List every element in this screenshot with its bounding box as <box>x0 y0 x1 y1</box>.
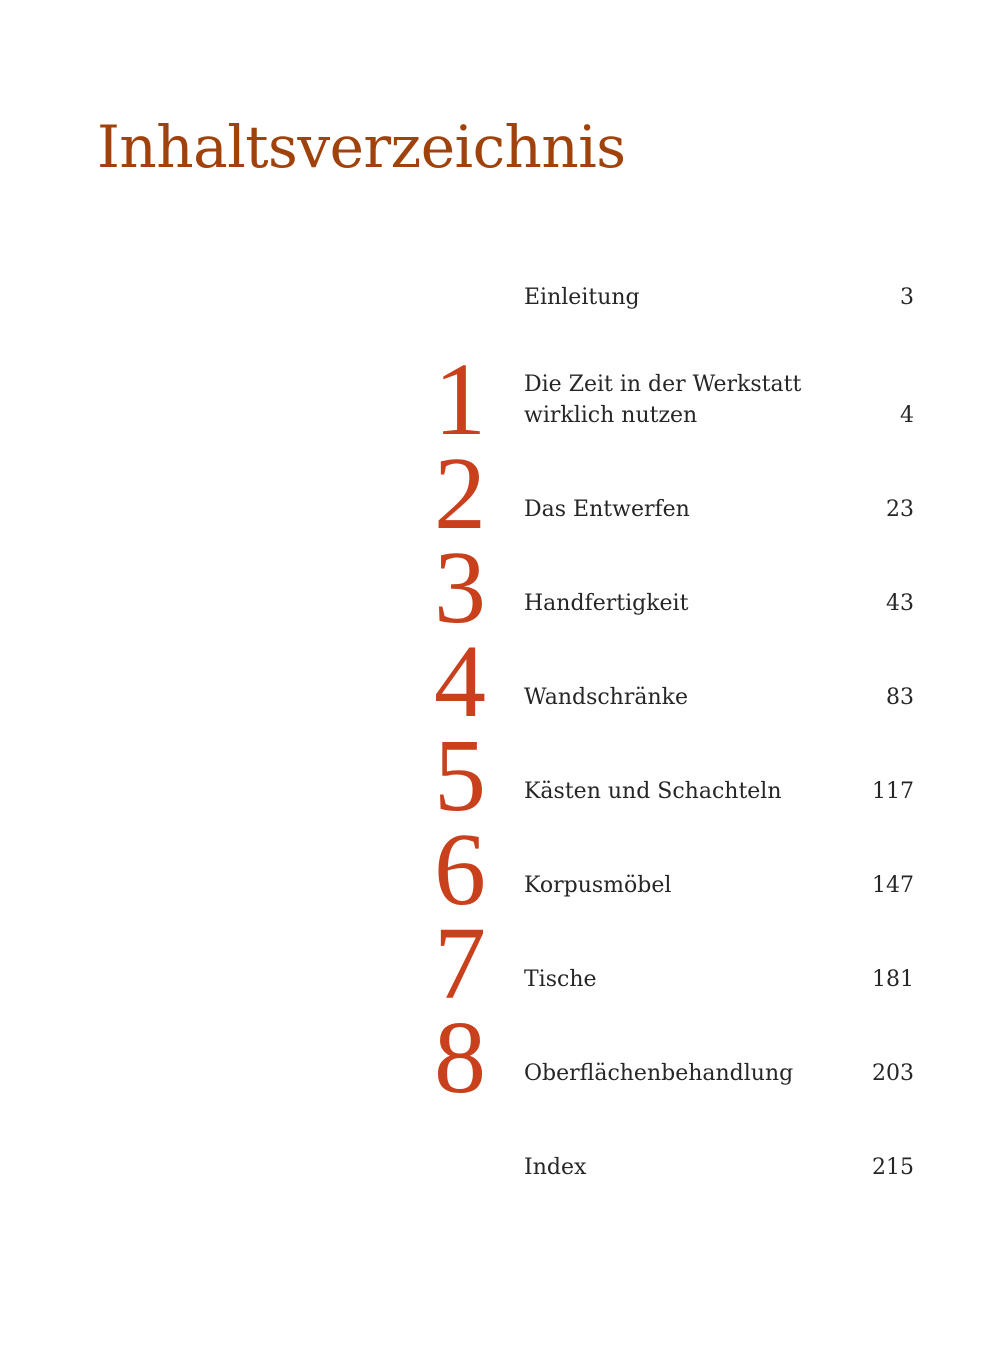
entry-page-number: 215 <box>872 1155 914 1180</box>
entry-title: Index <box>524 1155 587 1180</box>
entry-page-number: 23 <box>886 497 914 522</box>
entry-page-number: 4 <box>900 403 914 428</box>
entry-title: Korpusmöbel <box>524 873 672 898</box>
entry-title: Handfertigkeit <box>524 591 689 616</box>
page-title: Inhaltsverzeichnis <box>97 113 626 181</box>
entry-page-number: 117 <box>872 779 914 804</box>
chapter-number: 7 <box>434 906 486 1021</box>
entry-title: Kästen und Schachteln <box>524 779 782 804</box>
entry-page-number: 83 <box>886 685 914 710</box>
chapter-number: 3 <box>434 530 486 645</box>
entry-title: Einleitung <box>524 285 640 310</box>
chapter-number: 2 <box>434 436 486 551</box>
chapter-number: 1 <box>434 342 486 457</box>
entry-page-number: 3 <box>900 285 914 310</box>
entry-title: Wandschränke <box>524 685 689 710</box>
entry-title: Die Zeit in der Werkstatt wirklich nutzen <box>524 372 802 428</box>
entry-title: Das Entwerfen <box>524 497 690 522</box>
entry-page-number: 181 <box>872 967 914 992</box>
chapter-number: 8 <box>434 1000 486 1115</box>
entry-page-number: 43 <box>886 591 914 616</box>
chapter-number: 4 <box>434 624 486 739</box>
entry-page-number: 147 <box>872 873 914 898</box>
entry-title: Tische <box>524 967 597 992</box>
entry-page-number: 203 <box>872 1061 914 1086</box>
chapter-number: 6 <box>434 812 486 927</box>
entry-title: Oberflächenbehandlung <box>524 1061 794 1086</box>
chapter-number: 5 <box>434 718 486 833</box>
